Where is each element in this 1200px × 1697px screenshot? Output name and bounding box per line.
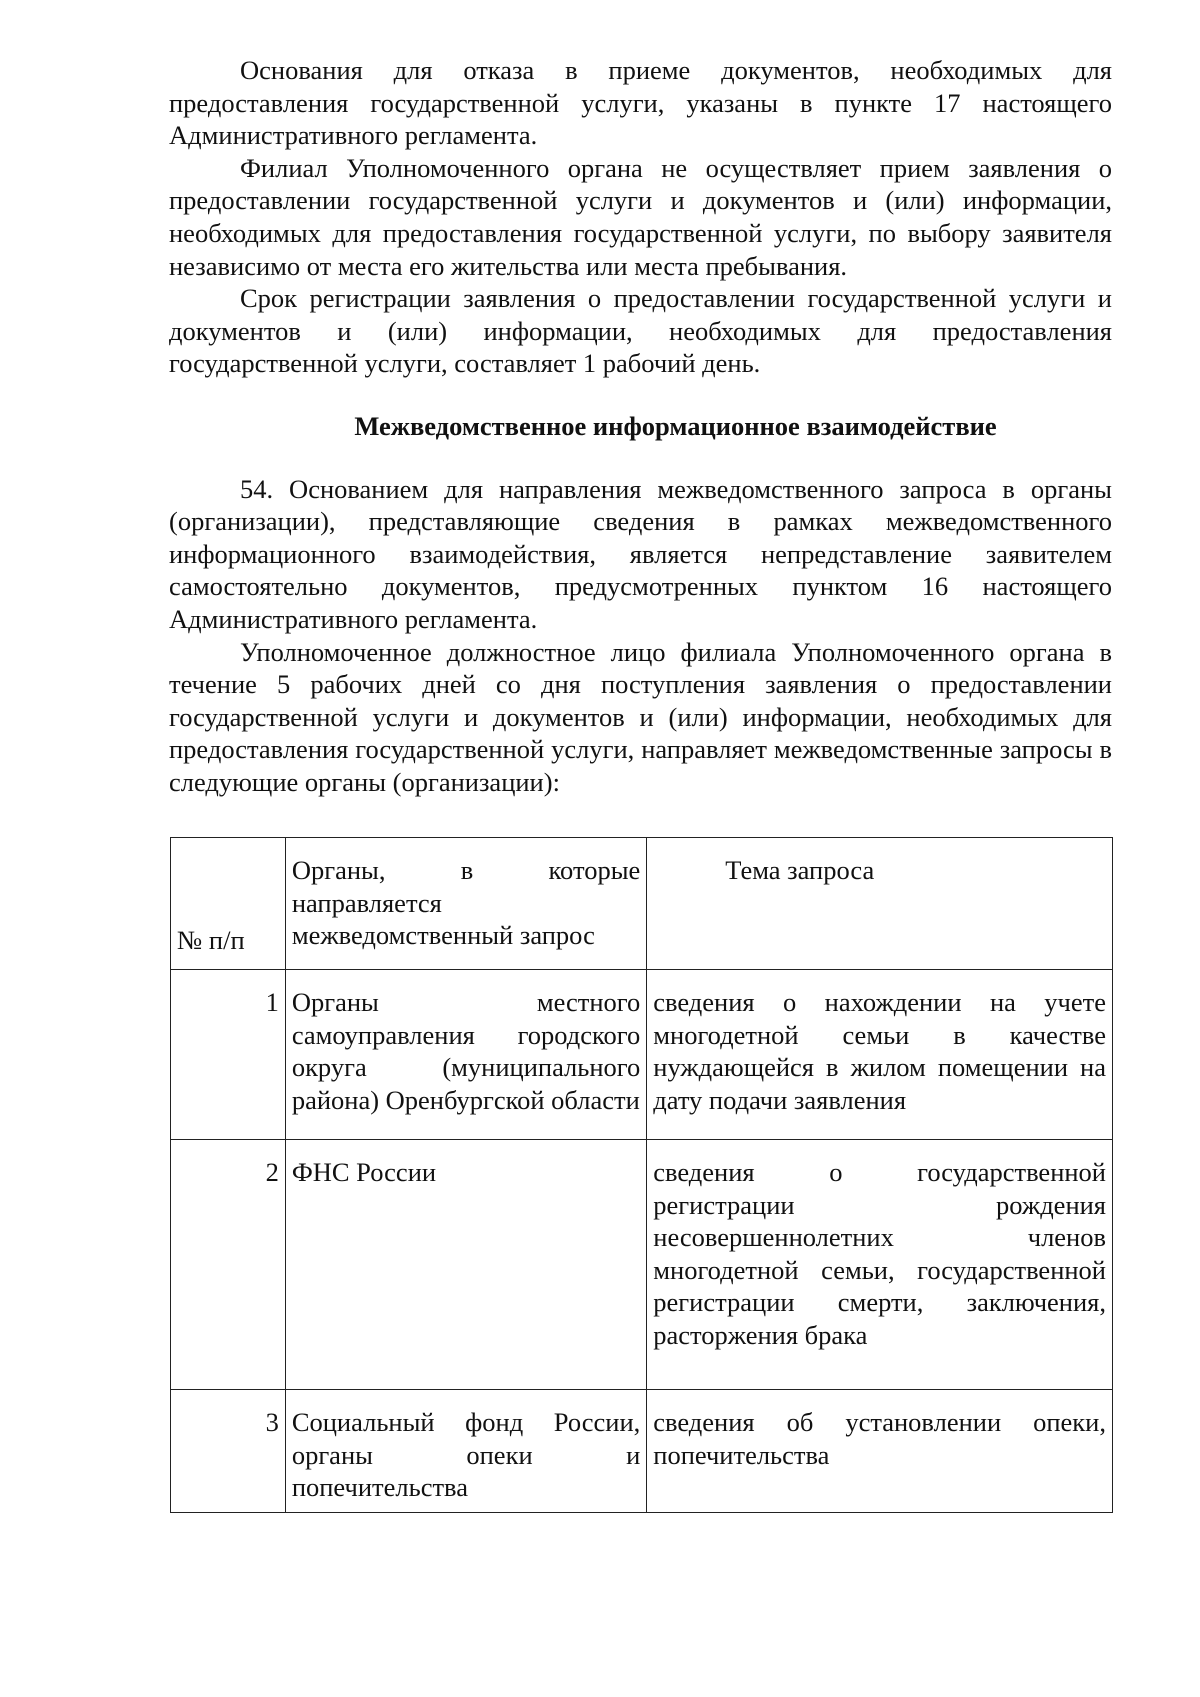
document-page [169,54,1112,798]
row-number: 1 [171,970,286,1140]
header-number: № п/п [171,838,286,970]
row-topic: сведения об установлении опеки, попечительства [647,1390,1113,1513]
section-heading: Межведомственное информационное взаимодействие [354,410,997,441]
paragraph-registration-term: Срок регистрации заявления о предоставлении государственной услуги и документов и (или) информации, необходимых для предоставления государственной услуги, составляет 1 рабочий день. [169,283,1112,379]
row-organs: Социальный фонд России, органы опеки и попечительства [285,1390,646,1513]
row-number: 2 [171,1140,286,1390]
table-row [171,1390,1113,1513]
header-topic: Тема запроса [647,838,1113,970]
row-topic: сведения о нахождении на учете многодетной семьи в качестве нуждающейся в жилом помещении на дату подачи заявления [647,970,1113,1140]
paragraph-54: 54. Основанием для направления межведомственного запроса в органы (организации), представляющие сведения в рамках межведомственного информационного взаимодействия, является непредставление заявителем самостоятельно документов, предусмотренных пунктом 16 настоящего Административного регламента. [169,473,1112,634]
row-organs: ФНС России [285,1140,646,1390]
paragraph-refusal-grounds: Основания для отказа в приеме документов, необходимых для предоставления государственной услуги, указаны в пункте 17 настоящего Административного регламента. [169,55,1112,151]
header-organs: Органы, в которые направляется межведомственный запрос [285,838,646,970]
interagency-requests-table [170,837,1113,1513]
row-topic: сведения о государственной регистрации рождения несовершеннолетних членов многодетной семьи, государственной регистрации смерти, заключения, расторжения брака [647,1140,1113,1390]
paragraph-branch-reception: Филиал Уполномоченного органа не осуществляет прием заявления о предоставлении государственной услуги и документов и (или) информации, необходимых для предоставления государственной услуги, по выбору заявителя независимо от места его жительства или места пребывания. [169,152,1112,281]
paragraph-requests-intro: Уполномоченное должностное лицо филиала Уполномоченного органа в течение 5 рабочих дней со дня поступления заявления о предоставлении государственной услуги и документов и (или) информации, необходимых для предоставления государственной услуги, направляет межведомственные запросы в следующие органы (организации): [169,636,1112,797]
row-organs: Органы местного самоуправления городского округа (муниципального района) Оренбургской области [285,970,646,1140]
table-row [171,1140,1113,1390]
table-row [171,970,1113,1140]
row-number: 3 [171,1390,286,1513]
table-header-row [171,838,1113,970]
